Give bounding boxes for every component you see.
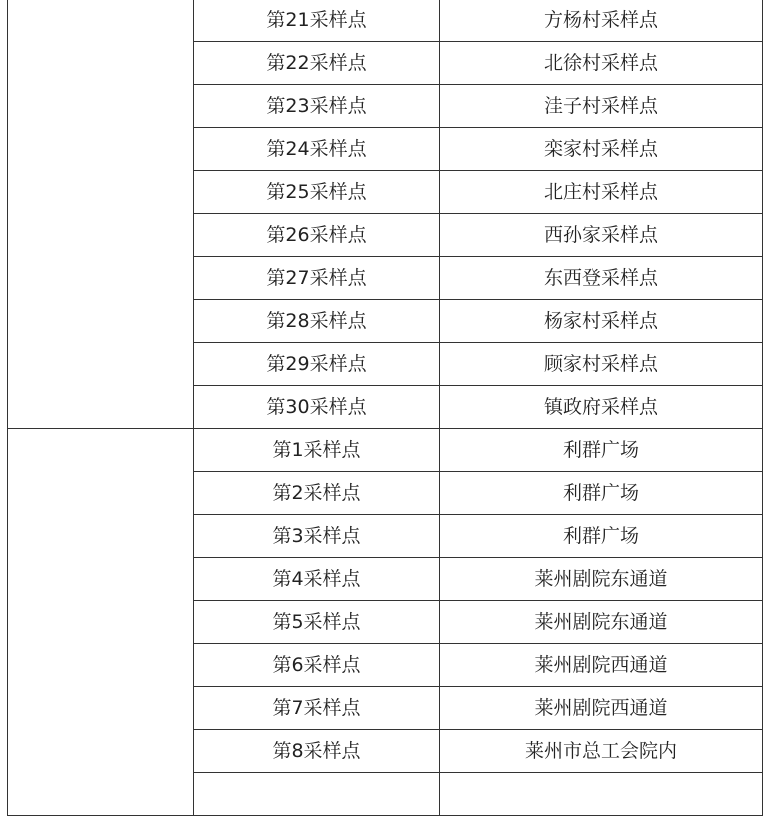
location-cell: 方杨村采样点 bbox=[440, 0, 763, 42]
sampling-point-cell: 第7采样点 bbox=[194, 687, 440, 730]
location-cell: 莱州剧院西通道 bbox=[440, 687, 763, 730]
table-body bbox=[8, 0, 763, 816]
location-cell: 利群广场 bbox=[440, 472, 763, 515]
location-cell: 北徐村采样点 bbox=[440, 42, 763, 85]
sampling-point-cell: 第28采样点 bbox=[194, 300, 440, 343]
location-cell: 莱州剧院西通道 bbox=[440, 644, 763, 687]
region-cell bbox=[8, 0, 194, 429]
sampling-point-cell: 第8采样点 bbox=[194, 730, 440, 773]
sampling-point-cell: 第5采样点 bbox=[194, 601, 440, 644]
location-cell: 莱州剧院东通道 bbox=[440, 601, 763, 644]
table-row bbox=[8, 0, 763, 42]
location-cell: 镇政府采样点 bbox=[440, 386, 763, 429]
sampling-point-cell: 第25采样点 bbox=[194, 171, 440, 214]
sampling-point-cell: 第3采样点 bbox=[194, 515, 440, 558]
sampling-point-cell: 第21采样点 bbox=[194, 0, 440, 42]
location-cell: 东西登采样点 bbox=[440, 257, 763, 300]
sampling-point-cell: 第30采样点 bbox=[194, 386, 440, 429]
table-row bbox=[8, 429, 763, 472]
sampling-points-table bbox=[7, 0, 763, 816]
location-cell: 莱州市总工会院内 bbox=[440, 730, 763, 773]
sampling-point-cell: 第29采样点 bbox=[194, 343, 440, 386]
sampling-point-cell: 第1采样点 bbox=[194, 429, 440, 472]
sampling-point-cell: 第4采样点 bbox=[194, 558, 440, 601]
location-cell: 利群广场 bbox=[440, 429, 763, 472]
location-cell: 莱州剧院东通道 bbox=[440, 558, 763, 601]
sampling-point-cell bbox=[194, 773, 440, 816]
sampling-point-cell: 第2采样点 bbox=[194, 472, 440, 515]
sampling-point-cell: 第27采样点 bbox=[194, 257, 440, 300]
location-cell: 西孙家采样点 bbox=[440, 214, 763, 257]
location-cell: 利群广场 bbox=[440, 515, 763, 558]
sampling-point-cell: 第22采样点 bbox=[194, 42, 440, 85]
location-cell: 洼子村采样点 bbox=[440, 85, 763, 128]
location-cell: 顾家村采样点 bbox=[440, 343, 763, 386]
location-cell: 杨家村采样点 bbox=[440, 300, 763, 343]
region-cell bbox=[8, 429, 194, 816]
location-cell: 北庄村采样点 bbox=[440, 171, 763, 214]
sampling-point-cell: 第6采样点 bbox=[194, 644, 440, 687]
sampling-point-cell: 第24采样点 bbox=[194, 128, 440, 171]
sampling-point-cell: 第23采样点 bbox=[194, 85, 440, 128]
sampling-point-cell: 第26采样点 bbox=[194, 214, 440, 257]
location-cell bbox=[440, 773, 763, 816]
location-cell: 栾家村采样点 bbox=[440, 128, 763, 171]
